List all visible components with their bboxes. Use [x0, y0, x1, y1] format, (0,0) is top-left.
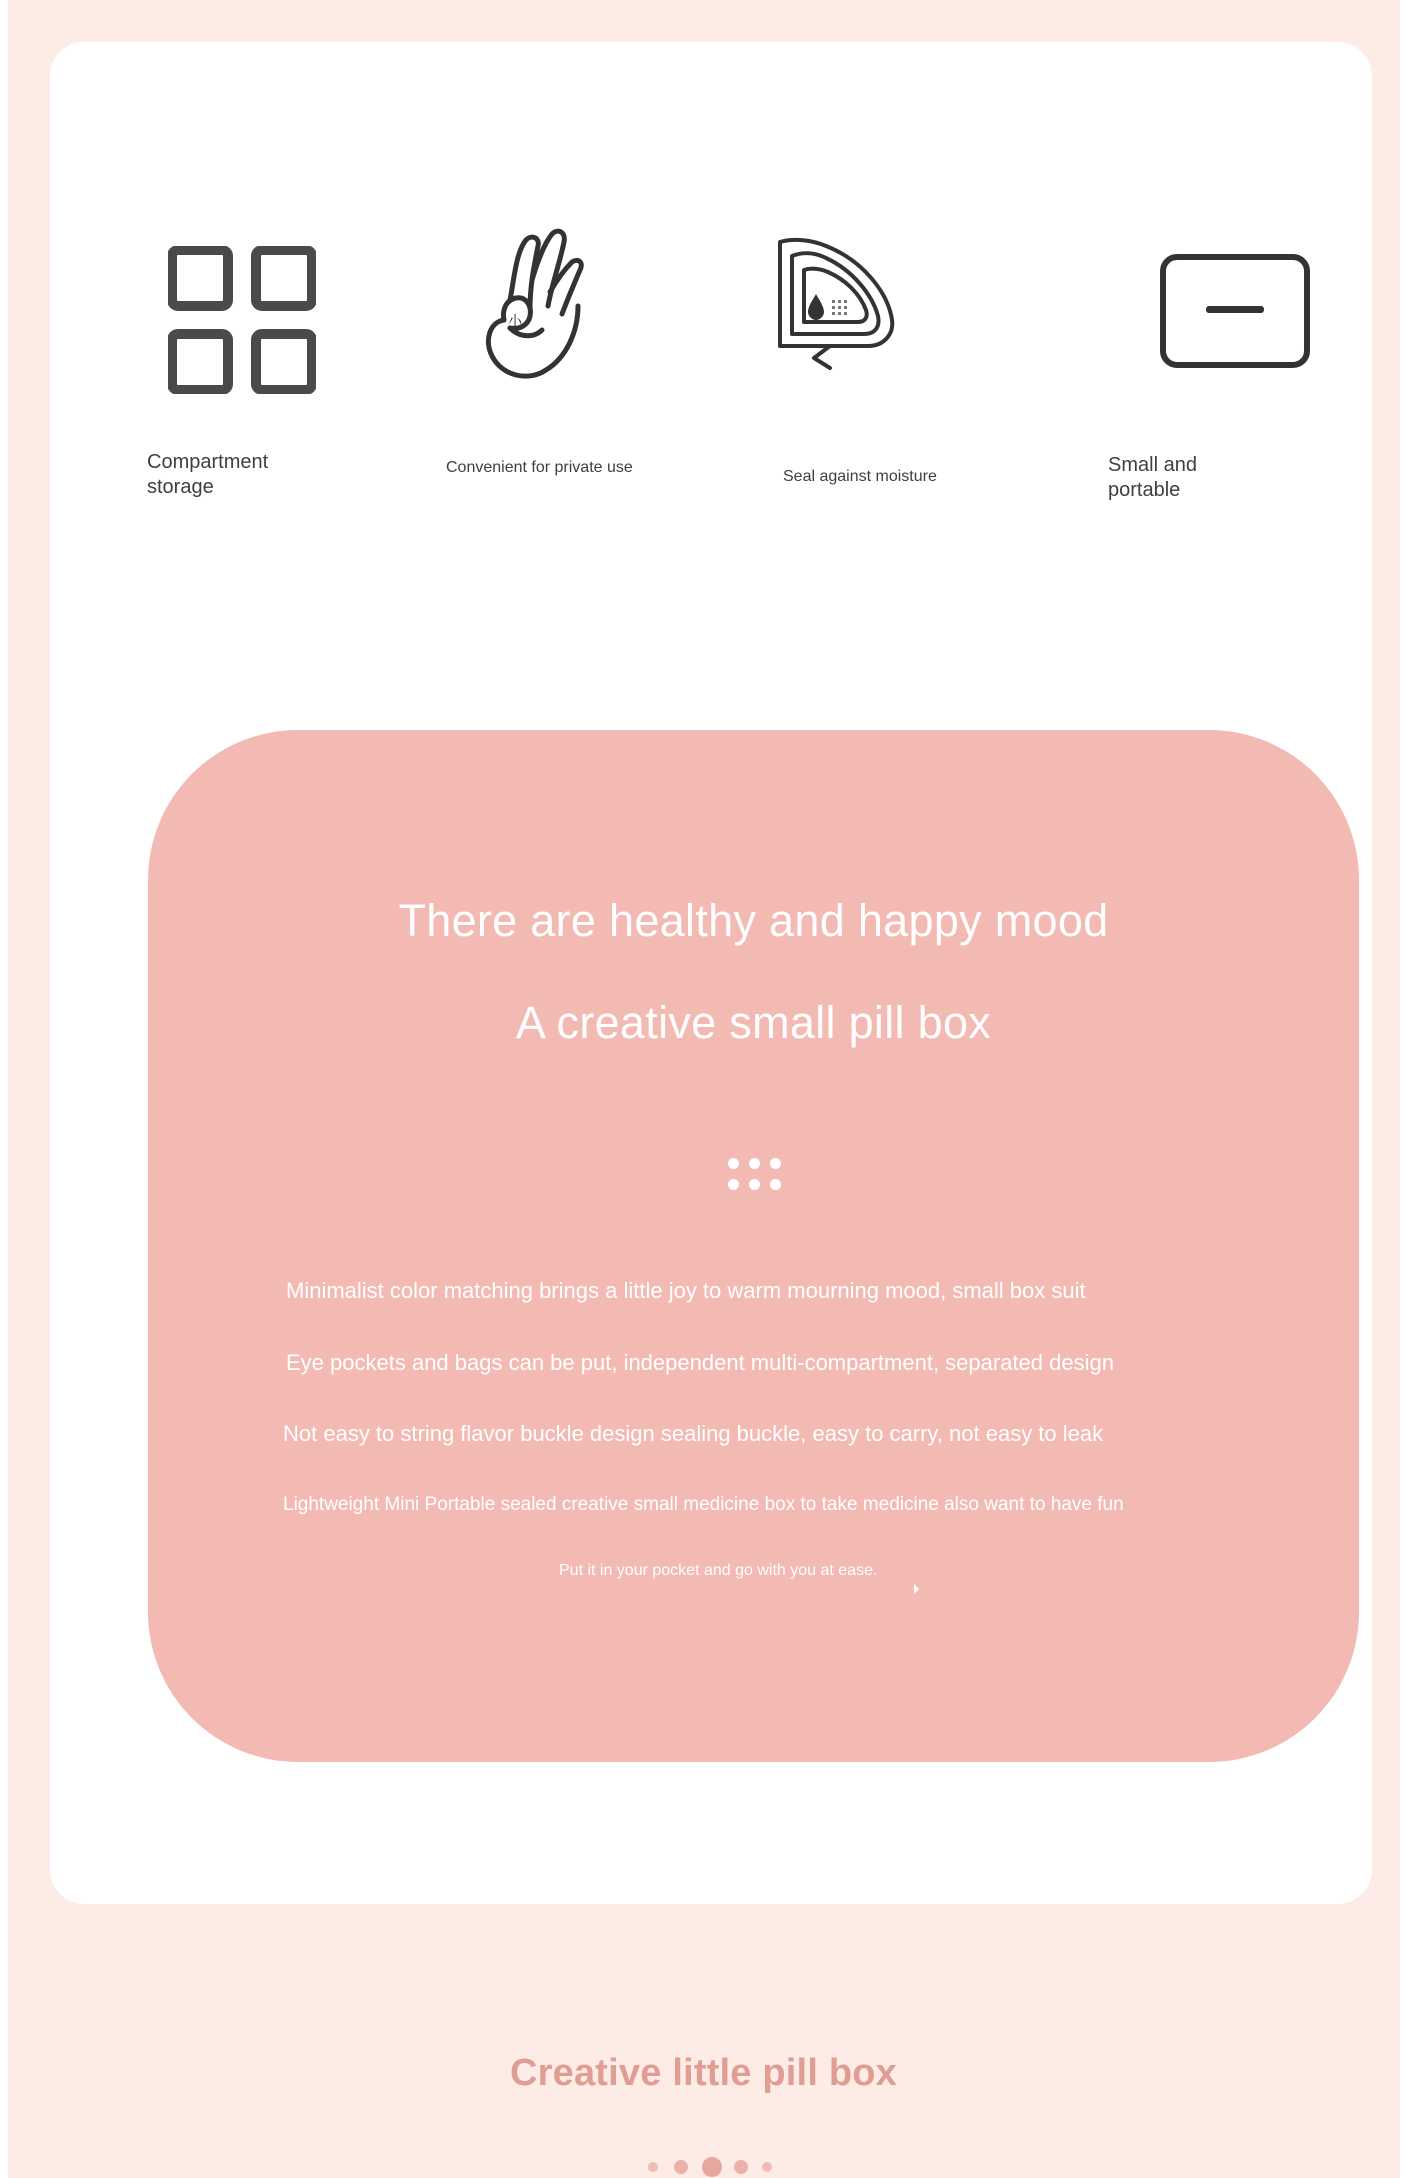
pocket-note: Put it in your pocket and go with you at ease.: [559, 1562, 878, 1579]
ok-hand-icon: [450, 222, 610, 392]
description-line-3: Not easy to string flavor buckle design sealing buckle, easy to carry, not easy to leak: [283, 1421, 1104, 1446]
footer-title: Creative little pill box: [509, 2052, 897, 2094]
feature-label: Compartment storage: [147, 451, 269, 498]
feature-label: Small and portable: [1108, 454, 1197, 501]
rounded-box-minus-icon: [1158, 252, 1312, 370]
feature-label: Seal against moisture: [783, 468, 937, 485]
feature-label: Convenient for private use: [446, 459, 633, 476]
tiny-arrow-icon: [914, 1584, 919, 1594]
headline-line-2: A creative small pill box: [515, 997, 992, 1048]
description-line-4: Lightweight Mini Portable sealed creative small medicine box to take medicine also want to have fun: [283, 1494, 1124, 1515]
moisture-seal-icon: [772, 234, 902, 370]
indicator-dot: [648, 2162, 658, 2172]
indicator-dot: [674, 2160, 688, 2174]
description-line-2: Eye pockets and bags can be put, independent multi-compartment, separated design: [286, 1350, 1114, 1375]
headline-line-1: There are healthy and happy mood: [398, 895, 1109, 946]
indicator-dot-active: [702, 2157, 722, 2177]
page-background: [8, 0, 1400, 2178]
feature-private-use: [350, 42, 670, 602]
intro-panel: [148, 730, 1359, 1762]
feature-card: [50, 42, 1372, 1904]
indicator-dot: [762, 2162, 772, 2172]
decorative-dots-icon: [728, 1158, 784, 1194]
indicator-dot: [734, 2160, 748, 2174]
ok-hand-icon-glyph: 小: [508, 314, 522, 330]
grid-four-squares-icon: [168, 246, 316, 394]
feature-seal-moisture: [660, 42, 980, 602]
feature-small-portable: [1050, 42, 1370, 602]
page-indicator-dots: [648, 2157, 778, 2177]
description-line-1: Minimalist color matching brings a little joy to warm mourning mood, small box suit: [286, 1278, 1086, 1303]
feature-compartment-storage: [50, 42, 370, 602]
